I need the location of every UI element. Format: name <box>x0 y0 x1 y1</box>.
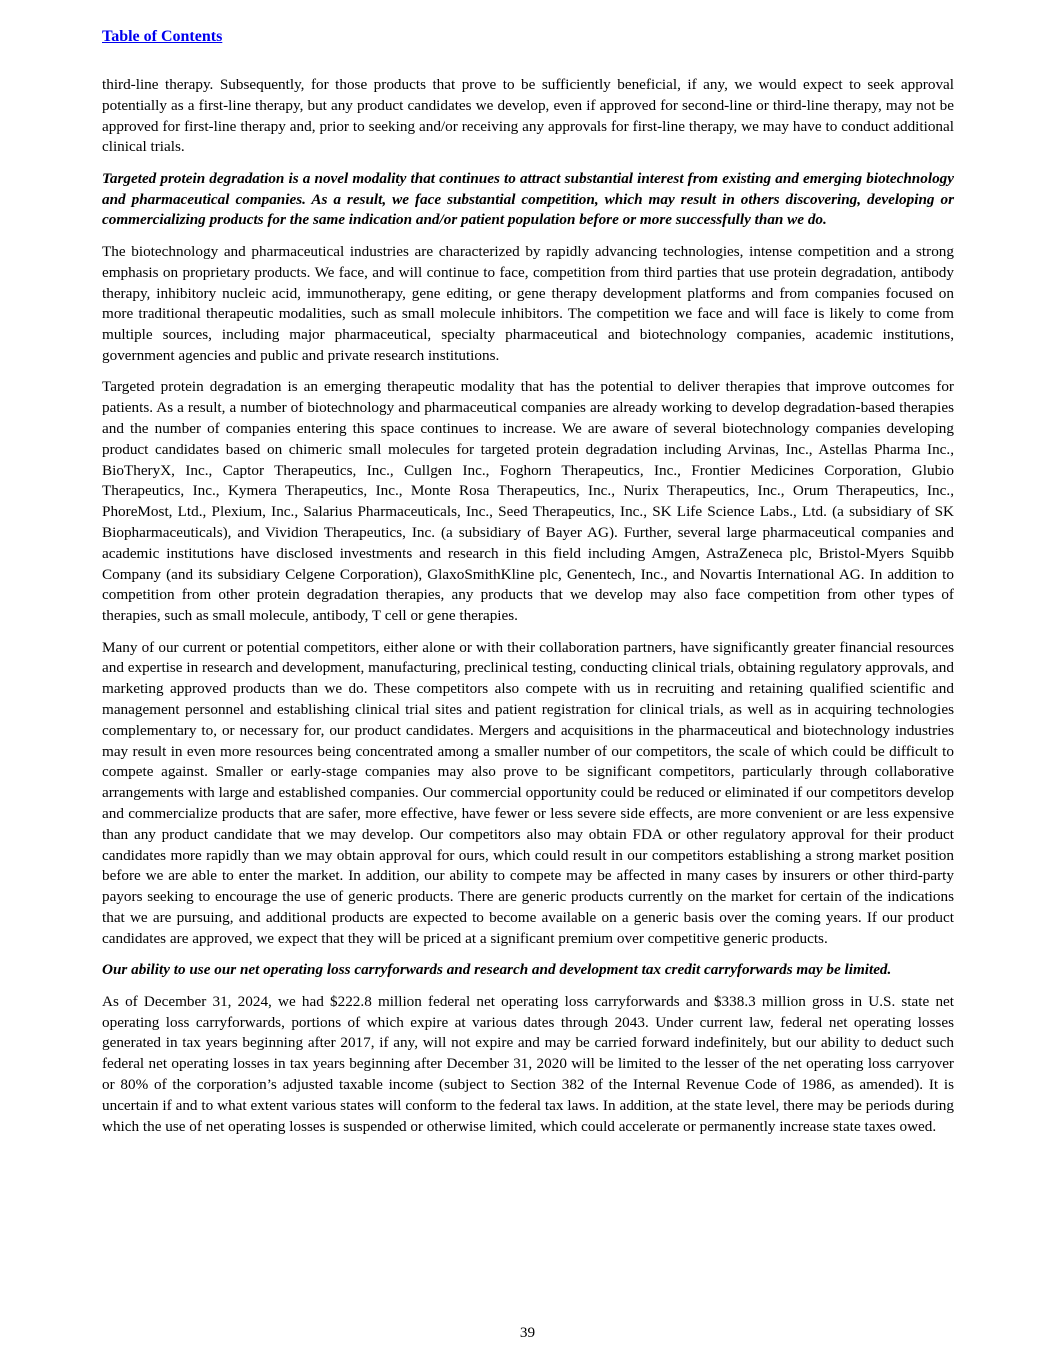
paragraph-nol-details: As of December 31, 2024, we had $222.8 million federal net operating loss carryforwards and $338.3 million gross in U.S. state net operating loss carryforwards, portions of which expire at various dates through 2043. Under current law, federal net operating losses generated in tax years beginning after 2017, if any, will not expire and may be carried forward indefinitely, but our ability to deduct such federal net operating losses in tax years beginning after December 31, 2020 will be limited to the lesser of the net operating loss carryover or 80% of the corporation’s adjusted taxable income (subject to Section 382 of the Internal Revenue Code of 1986, as amended). It is uncertain if and to what extent various states will conform to the federal tax laws. In addition, at the state level, there may be periods during which the use of net operating losses is suspended or otherwise limited, which could accelerate or permanently increase state taxes owed. <box>102 992 954 1135</box>
document-body <box>102 75 954 1148</box>
risk-heading-nol: Our ability to use our net operating loss carryforwards and research and development tax credit carryforwards may be limited. <box>102 961 892 979</box>
paragraph-continuation: third-line therapy. Subsequently, for those products that prove to be sufficiently beneficial, if any, we would expect to seek approval potentially as a first-line therapy, but any product candidates we develop, even if approved for second-line or third-line therapy, may not be approved for first-line therapy and, prior to seeking and/or receiving any approvals for first-line therapy, we may have to conduct additional clinical trials. <box>102 76 954 156</box>
page-number: 39 <box>519 1324 536 1341</box>
paragraph-competitor-resources: Many of our current or potential competitors, either alone or with their collaboration partners, have significantly greater financial resources and expertise in research and development, manufacturing, preclinical testing, conducting clinical trials, obtaining regulatory approvals, and marketing approved products than we do. These competitors also compete with us in recruiting and retaining qualified scientific and management personnel and establishing clinical trial sites and patient registration for clinical trials, as well as in acquiring technologies complementary to, or necessary for, our product candidates. Mergers and acquisitions in the pharmaceutical and biotechnology industries may result in even more resources being concentrated among a smaller number of our competitors, the scale of which could be difficult to compete against. Smaller or early-stage companies may also prove to be significant competitors, particularly through collaborative arrangements with large and established companies. Our commercial opportunity could be reduced or eliminated if our competitors develop and commercialize products that are safer, more effective, have fewer or less severe side effects, are more convenient or are less expensive than any product candidate that we may develop. Our competitors also may obtain FDA or other regulatory approval for their product candidates more rapidly than we may obtain approval for ours, which could result in our competitors establishing a strong market position before we are able to enter the market. In addition, our ability to compete may be affected in many cases by insurers or other third-party payors seeking to encourage the use of generic products. There are generic products currently on the market for certain of the indications that we are pursuing, and additional products are expected to become available on a generic basis over the coming years. If our product candidates are approved, we expect that they will be priced at a significant premium over competitive generic products. <box>102 638 954 947</box>
risk-heading-competition: Targeted protein degradation is a novel modality that continues to attract substantial interest from existing and emerging biotechnology and pharmaceutical companies. As a result, we face substantial competition, which may result in others discovering, developing or commercializing products for the same indication and/or patient population before or more successfully than we do. <box>102 169 954 229</box>
paragraph-industry-competition: The biotechnology and pharmaceutical industries are characterized by rapidly advancing technologies, intense competition and a strong emphasis on proprietary products. We face, and will continue to face, competition from third parties that use protein degradation, antibody therapy, inhibitory nucleic acid, immunotherapy, gene editing, or gene therapy development platforms and from companies focused on more traditional therapeutic modalities, such as small molecule inhibitors. The competition we face and will face is likely to come from multiple sources, including major pharmaceutical, specialty pharmaceutical and biotechnology companies, academic institutions, government agencies and public and private research institutions. <box>102 242 954 364</box>
table-of-contents-link[interactable]: Table of Contents <box>102 28 223 45</box>
paragraph-degradation-competitors: Targeted protein degradation is an emerging therapeutic modality that has the potential to deliver therapies that improve outcomes for patients. As a result, a number of biotechnology and pharmaceutical companies are already working to develop degradation-based therapies and the number of companies entering this space continues to increase. We are aware of several biotechnology companies developing product candidates based on chimeric small molecules for targeted protein degradation including Arvinas, Inc., Astellas Pharma Inc., BioTheryX, Inc., Captor Therapeutics, Inc., Cullgen Inc., Foghorn Therapeutics, Inc., Frontier Medicines Corporation, Glubio Therapeutics, Inc., Kymera Therapeutics, Inc., Monte Rosa Therapeutics, Inc., Nurix Therapeutics, Inc., Orum Therapeutics, Inc., PhoreMost, Ltd., Plexium, Inc., Salarius Pharmaceuticals, Inc., Seed Therapeutics, Inc., SK Life Science Labs., Ltd. (a subsidiary of SK Biopharmaceuticals), and Vividion Therapeutics, Inc. (a subsidiary of Bayer AG). Further, several large pharmaceutical companies and academic institutions have disclosed investments and research in this field including Amgen, AstraZeneca plc, Bristol-Myers Squibb Company (and its subsidiary Celgene Corporation), GlaxoSmithKline plc, Genentech, Inc., and Novartis International AG. In addition to competition from other protein degradation therapies, any products that we develop may also face competition from other types of therapies, such as small molecule, antibody, T cell or gene therapies. <box>102 378 954 625</box>
